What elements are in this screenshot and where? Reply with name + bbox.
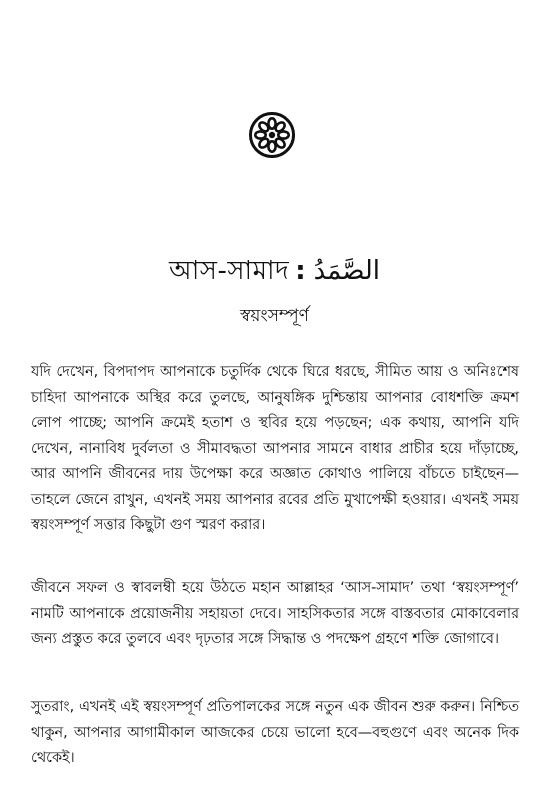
paragraph: জীবনে সফল ও স্বাবলম্বী হয়ে উঠতে মহান আল্লাহর ‘আস-সামাদ’ তথা ‘স্বয়ংসম্পূর্ণ’ নামটি আপনাকে প্রয়োজনীয় সহায়তা দেবে। সাহসিকতার সঙ্গে বাস্তবতার মোকাবেলার জন্য প্রস্তুত করে তুলবে এবং দৃঢ়তার সঙ্গে সিদ্ধান্ত ও পদক্ষেপ গ্রহণে শক্তি জোগাবে। [31,580,519,647]
paragraph: যদি দেখেন, বিপদাপদ আপনাকে চতুর্দিক থেকে ঘিরে ধরছে, সীমিত আয় ও অনিঃশেষ চাহিদা আপনাকে অস্থির করে তুলছে, আনুষঙ্গিক দুশ্চিন্তায় আপনার বোধশক্তি ক্রমশ লোপ পাচ্ছে; আপনি ক্রমেই হতাশ ও স্থবির হয়ে পড়ছেন; এক কথায়, আপনি যদি দেখেন, নানাবিধ দুর্বলতা ও সীমাবদ্ধতা আপনার সামনে বাধার প্রাচীর হয়ে দাঁড়াচ্ছে, আর আপনি জীবনের দায় উপেক্ষা করে অজ্ঞাত কোথাও পালিয়ে বাঁচতে চাইছেন—তাহলে জেনে রাখুন, এখনই সময় আপনার রবের প্রতি মুখাপেক্ষী হওয়ার। এখনই সময় স্বয়ংসম্পূর্ণ সত্তার কিছুটা গুণ স্মরণ করার। [31,364,519,533]
chapter-heading [0,250,549,294]
paragraph: সুতরাং, এখনই এই স্বয়ংসম্পূর্ণ প্রতিপালকের সঙ্গে নতুন এক জীবন শুরু করুন। নিশ্চিত থাকুন, আপনার আগামীকাল আজকের চেয়ে ভালো হবে—বহুগুণে এবং অনেক দিক থেকেই। [31,699,519,766]
title-separator: : [295,256,306,286]
arabic-name: الصَّمَدُ [313,256,381,286]
chapter-subtitle: স্বয়ংসম্পূর্ণ [240,306,309,326]
chapter-title: আস-সামাদ [168,256,290,286]
flower-rosette-icon [248,111,296,159]
